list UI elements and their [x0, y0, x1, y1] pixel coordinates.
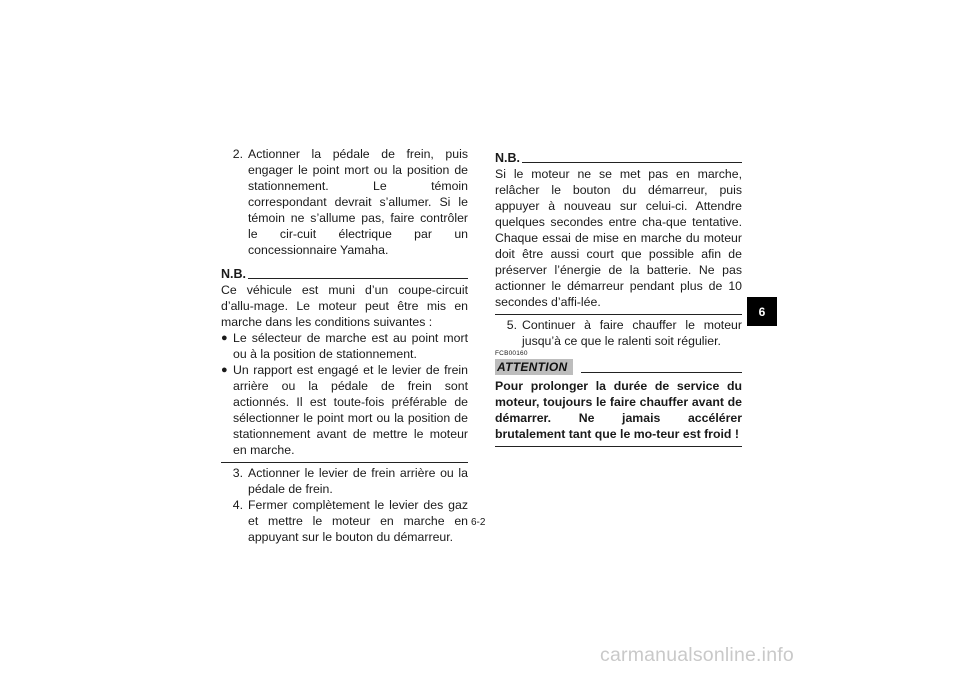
- step-3: [221, 465, 468, 497]
- caution-code: FCB00160: [495, 350, 528, 357]
- caution-text: Pour prolonger la durée de service du moteur, toujours le faire chauffer avant de démarrer. Ne jamais accélérer brutalement tant que le mo-teur est froid !: [495, 379, 742, 441]
- bullet-text: Un rapport est engagé et le levier de frein arrière ou la pédale de frein sont actionnés. Il est toute-fois préférable de sélectionner le point mort ou la position de stationnement avant de mettre le moteur en marche.: [233, 363, 468, 457]
- page-number: 6-2: [471, 517, 486, 528]
- left-column: [221, 146, 468, 545]
- note-heading-label: N.B.: [221, 267, 246, 281]
- note-text: Si le moteur ne se met pas en marche, relâcher le bouton du démarreur, puis appuyer à nouveau sur celui-ci. Attendre quelques secondes entre cha-que tentative. Chaque essai de mise en marche du moteur doit être aussi court que possible afin de préserver l’énergie de la batterie. Ne pas actionner le démarreur pendant plus de 10 secondes d’affi-lée.: [495, 167, 742, 309]
- bullet-dot-icon: ●: [221, 364, 228, 376]
- caution-heading: [495, 359, 742, 375]
- step-text: Fermer complètement le levier des gaz et mettre le moteur en marche en appuyant sur le bouton du démarreur.: [248, 498, 468, 544]
- note-heading-label: N.B.: [495, 151, 520, 165]
- step-text: Actionner le levier de frein arrière ou la pédale de frein.: [248, 466, 468, 496]
- section-tab: 6: [747, 297, 777, 326]
- step-number: 5.: [506, 318, 517, 332]
- bullet-dot-icon: ●: [221, 332, 228, 344]
- note-heading: [221, 266, 468, 282]
- note-heading: [495, 150, 742, 166]
- step-2: [221, 146, 468, 258]
- step-number: 4.: [232, 498, 243, 512]
- caution-badge: ATTENTION: [495, 359, 573, 375]
- step-number: 3.: [232, 466, 243, 480]
- note-end-rule: [495, 314, 742, 315]
- note-intro: Ce véhicule est muni d’un coupe-circuit d’allu-mage. Le moteur peut être mis en marche dans les conditions suivantes :: [221, 283, 468, 329]
- caution-end-rule: [495, 446, 742, 447]
- note-heading-rule: [522, 162, 742, 163]
- watermark: carmanualsonline.info: [600, 644, 794, 666]
- step-5: [495, 317, 742, 349]
- note-heading-rule: [248, 278, 468, 279]
- bullet-text: Le sélecteur de marche est au point mort ou à la position de stationnement.: [233, 331, 468, 361]
- step-number: 2.: [232, 147, 243, 161]
- right-column: [495, 150, 742, 447]
- note-bullet: [221, 330, 468, 362]
- step-text: Actionner la pédale de frein, puis engager le point mort ou la position de stationnement. Le témoin correspondant devrait s’allumer. Si le témoin ne s’allume pas, faire contrôler le cir-cuit électrique par un concessionnaire Yamaha.: [248, 147, 468, 257]
- note-bullet: [221, 362, 468, 458]
- step-text: Continuer à faire chauffer le moteur jusqu’à ce que le ralenti soit régulier.: [522, 318, 742, 348]
- note-end-rule: [221, 462, 468, 463]
- caution-heading-rule: [581, 372, 742, 373]
- step-4: [221, 497, 468, 545]
